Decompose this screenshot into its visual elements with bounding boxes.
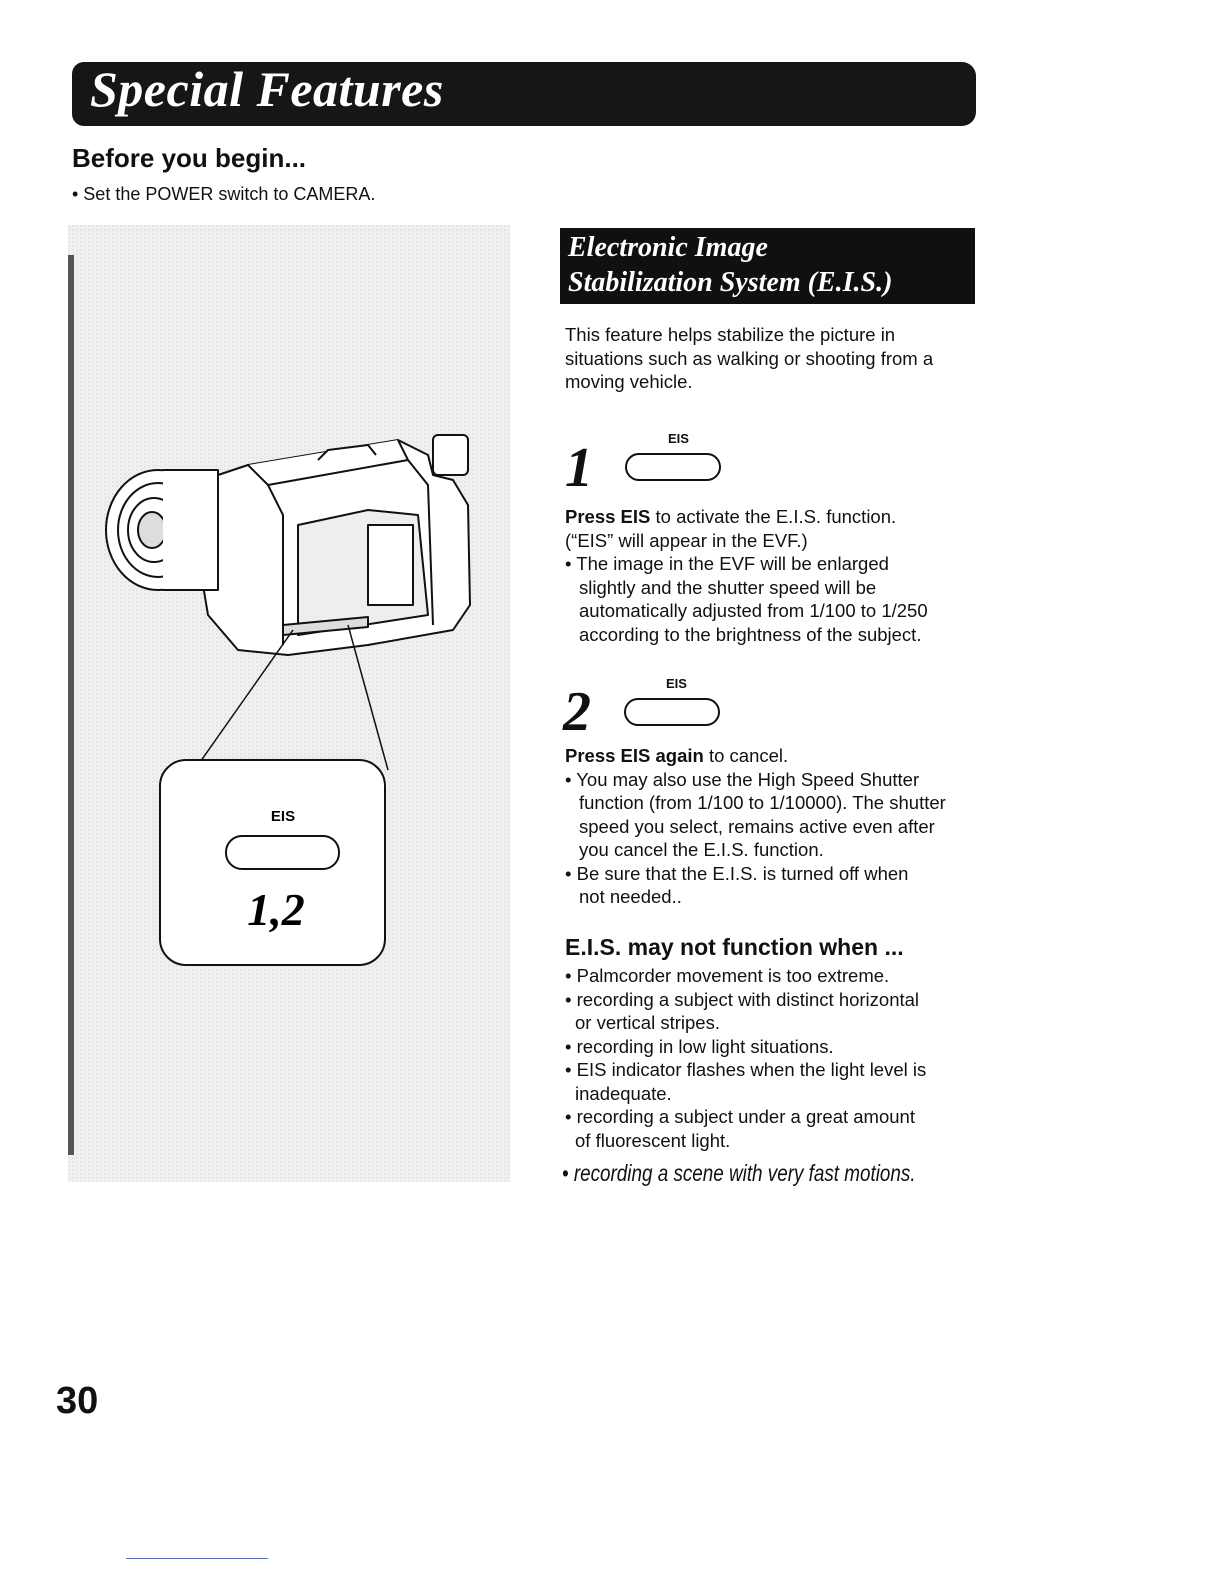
limitation-item: • recording a subject with distinct horizontal bbox=[565, 988, 920, 1010]
step-2-eis-button-icon bbox=[624, 698, 720, 726]
limitation-item: • recording in low light situations. bbox=[565, 1035, 834, 1057]
step-1-button-label: EIS bbox=[668, 431, 689, 446]
step-2-number: 2 bbox=[563, 681, 591, 743]
step-1-line: • The image in the EVF will be enlarged bbox=[565, 553, 889, 574]
step-1-line: slightly and the shutter speed will be bbox=[579, 576, 877, 598]
header-bar bbox=[72, 62, 976, 126]
step-2-lead bbox=[565, 744, 946, 768]
step-2-lead-bold: Press EIS again bbox=[565, 745, 704, 766]
intro-line: moving vehicle. bbox=[565, 371, 693, 392]
limitation-item: of fluorescent light. bbox=[575, 1129, 731, 1151]
page-title: Special Features bbox=[90, 61, 444, 117]
inset-step-caption: 1,2 bbox=[247, 884, 305, 935]
step-1-lead-rest: to activate the E.I.S. function. bbox=[650, 506, 897, 527]
footer-rule bbox=[126, 1558, 268, 1559]
section-title-line2: Stabilization System (E.I.S.) bbox=[568, 267, 893, 298]
step-2-text bbox=[565, 744, 946, 909]
inset-eis-button bbox=[226, 836, 339, 869]
limitation-item: or vertical stripes. bbox=[575, 1012, 720, 1033]
limitation-item: • Palmcorder movement is too extreme. bbox=[565, 965, 890, 986]
step-2-line: you cancel the E.I.S. function. bbox=[579, 839, 824, 860]
eis-section-banner bbox=[560, 228, 975, 304]
step-2-line: • You may also use the High Speed Shutter bbox=[565, 768, 920, 790]
left-edge-shade bbox=[68, 255, 74, 1155]
intro-line: This feature helps stabilize the picture in bbox=[565, 324, 896, 345]
step-1-line: (“EIS” will appear in the EVF.) bbox=[565, 529, 808, 551]
inset-button-label: EIS bbox=[270, 808, 296, 825]
step-2-line: not needed.. bbox=[579, 886, 682, 907]
step-1-lead bbox=[565, 505, 928, 529]
limitation-item: • recording a subject under a great amount bbox=[565, 1106, 915, 1127]
limitation-item-last: • recording a scene with very fast motions. bbox=[562, 1160, 916, 1186]
section-title bbox=[568, 230, 892, 300]
step-1-text bbox=[565, 505, 928, 646]
section-title-line1: Electronic Image bbox=[568, 232, 768, 263]
intro-line: situations such as walking or shooting from a bbox=[565, 347, 934, 369]
step-1-number: 1 bbox=[565, 437, 593, 499]
screened-background bbox=[68, 225, 510, 1182]
step-1-eis-button-icon bbox=[625, 453, 721, 481]
step-1-line: automatically adjusted from 1/100 to 1/250 bbox=[579, 600, 928, 621]
step-2-line: speed you select, remains active even after bbox=[579, 815, 935, 837]
step-2-button-label: EIS bbox=[666, 676, 687, 691]
eis-limitations-list bbox=[565, 964, 926, 1152]
intro-paragraph bbox=[565, 323, 975, 394]
step-2-line: • Be sure that the E.I.S. is turned off when bbox=[565, 862, 909, 884]
step-1-lead-bold: Press EIS bbox=[565, 506, 651, 527]
camcorder-drawing bbox=[68, 225, 510, 1182]
step-1-line: according to the brightness of the subject. bbox=[579, 623, 922, 645]
step-2-lead-rest: to cancel. bbox=[703, 745, 789, 766]
step-2-line: function (from 1/100 to 1/10000). The shutter bbox=[579, 792, 946, 813]
before-heading: Before you begin... bbox=[72, 143, 307, 173]
camcorder-illustration bbox=[68, 225, 510, 1182]
limitation-item: inadequate. bbox=[575, 1082, 672, 1104]
page-number: 30 bbox=[56, 1380, 99, 1422]
limitation-item: • EIS indicator flashes when the light level is bbox=[565, 1059, 927, 1080]
before-bullet: • Set the POWER switch to CAMERA. bbox=[72, 184, 376, 204]
eis-limitations-heading: E.I.S. may not function when ... bbox=[565, 934, 904, 960]
